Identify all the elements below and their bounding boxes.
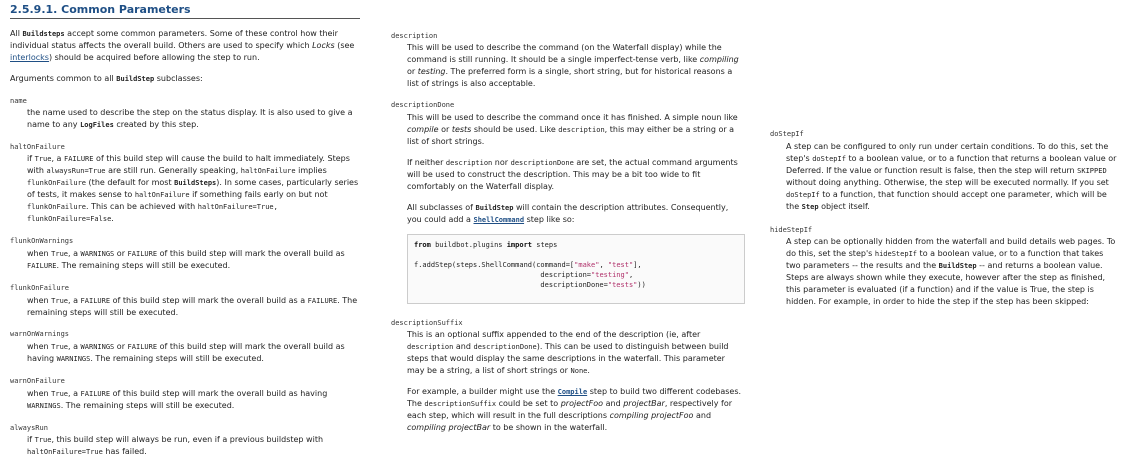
param-term-warnOnFailure: warnOnFailure	[10, 377, 65, 385]
param-term-descriptionSuffix: descriptionSuffix	[391, 319, 463, 327]
code-sample: from buildbot.plugins import steps f.addStep(steps.ShellCommand(command=["make", "test"], description="testing", descriptionDone="tests"))	[407, 234, 745, 304]
param-term-flunkOnWarnings: flunkOnWarnings	[10, 237, 74, 245]
param-desc-descriptionSuffix: This is an optional suffix appended to the end of the description (ie, after description and descriptionDone). This can be used to distinguish between build steps that would display the same descriptions in the waterfall. This parameter may be a string, a list of short strings or None.	[407, 330, 729, 375]
descriptionSuffix-example: For example, a builder might use the Compile step to build two different codebases. The descriptionSuffix could be set to projectFoo and projectBar, respectively for each step, which will result in the full descriptions compiling projectFoo and compiling projectBar to be shown in the waterfall.	[407, 387, 742, 432]
param-desc-warnOnWarnings: when True, a WARNINGS or FAILURE of this build step will mark the overall build as having WARNINGS. The remaining steps will still be executed.	[27, 342, 345, 363]
param-desc-descriptionDone: This will be used to describe the command once it has finished. A simple noun like compile or tests should be used. Like description, this may either be a string or a list of short strings.	[407, 113, 738, 146]
param-desc-alwaysRun: if True, this build step will always be run, even if a previous buildstep with haltOnFailure=True has failed.	[27, 435, 324, 456]
param-term-name: name	[10, 97, 27, 105]
param-term-hideStepIf: hideStepIf	[770, 226, 813, 234]
param-desc-hideStepIf: A step can be optionally hidden from the waterfall and build details web pages. To do this, set the step's hideStepIf to a boolean value, or to a function that takes two parameters -- the results and the BuildStep -- and returns a boolean value. Steps are always shown while they execute, however after the step as finished, this parameter is evaluated (if a function) and if the value is True, the step is hidden. For example, in order to hide the step if the step has been skipped:	[786, 237, 1116, 306]
shellcommand-link[interactable]: ShellCommand	[473, 216, 525, 224]
param-term-description: description	[391, 32, 438, 40]
arguments-intro: Arguments common to all BuildStep subclasses:	[10, 74, 203, 83]
descriptionDone-subclass-note: All subclasses of BuildStep will contain the description attributes. Consequently, you could add a ShellCommand step like so:	[407, 203, 729, 224]
param-term-warnOnWarnings: warnOnWarnings	[10, 330, 70, 338]
descriptionDone-note: If neither description nor descriptionDone are set, the actual command arguments will be used to construct the description. This may be a bit too wide to fit comfortably on the Waterfall display.	[407, 158, 738, 191]
param-desc-warnOnFailure: when True, a FAILURE of this build step will mark the overall build as having WARNINGS. The remaining steps will still be executed.	[27, 389, 328, 410]
param-term-flunkOnFailure: flunkOnFailure	[10, 284, 70, 292]
interlocks-link[interactable]: interlocks	[10, 53, 49, 62]
param-term-alwaysRun: alwaysRun	[10, 424, 48, 432]
param-term-haltOnFailure: haltOnFailure	[10, 143, 65, 151]
page-title: 2.5.9.1. Common Parameters	[10, 3, 360, 19]
param-desc-haltOnFailure: if True, a FAILURE of this build step will cause the build to halt immediately. Steps with alwaysRun=True are still run. Generally speaking, haltOnFailure implies flunkOnFailure (the default for most BuildSteps). In some cases, particularly series of tests, it makes sense to haltOnFailure if something fails early on but not flunkOnFailure. This can be achieved with haltOnFailure=True, flunkOnFailure=False.	[27, 154, 359, 223]
param-desc-flunkOnWarnings: when True, a WARNINGS or FAILURE of this build step will mark the overall build as FAILURE. The remaining steps will still be executed.	[27, 249, 345, 270]
param-desc-flunkOnFailure: when True, a FAILURE of this build step will mark the overall build as a FAILURE. The remaining steps will still be executed.	[27, 296, 358, 317]
param-term-doStepIf: doStepIf	[770, 130, 804, 138]
param-desc-name: the name used to describe the step on the status display. It is also used to give a name to any LogFiles created by this step.	[27, 108, 353, 129]
compile-link[interactable]: Compile	[557, 388, 588, 396]
param-desc-doStepIf: A step can be configured to only run under certain conditions. To do this, set the step's doStepIf to a boolean value, or to a function that returns a boolean value or Deferred. If the value or function result is false, then the step will return SKIPPED without doing anything. Otherwise, the step will be executed normally. If you set doStepIf to a function, that function should accept one parameter, which will be the Step object itself.	[786, 142, 1117, 211]
intro-paragraph: All Buildsteps accept some common parameters. Some of these control how their individual status affects the overall build. Others are used to specify which Locks (see interlocks) should be acquired before allowing the step to run.	[10, 29, 355, 62]
param-term-descriptionDone: descriptionDone	[391, 101, 455, 109]
param-desc-description: This will be used to describe the command (on the Waterfall display) while the command is still running. It should be a single imperfect-tense verb, like compiling or testing. The preferred form is a single, short string, but for historical reasons a list of strings is also acceptable.	[407, 43, 739, 88]
